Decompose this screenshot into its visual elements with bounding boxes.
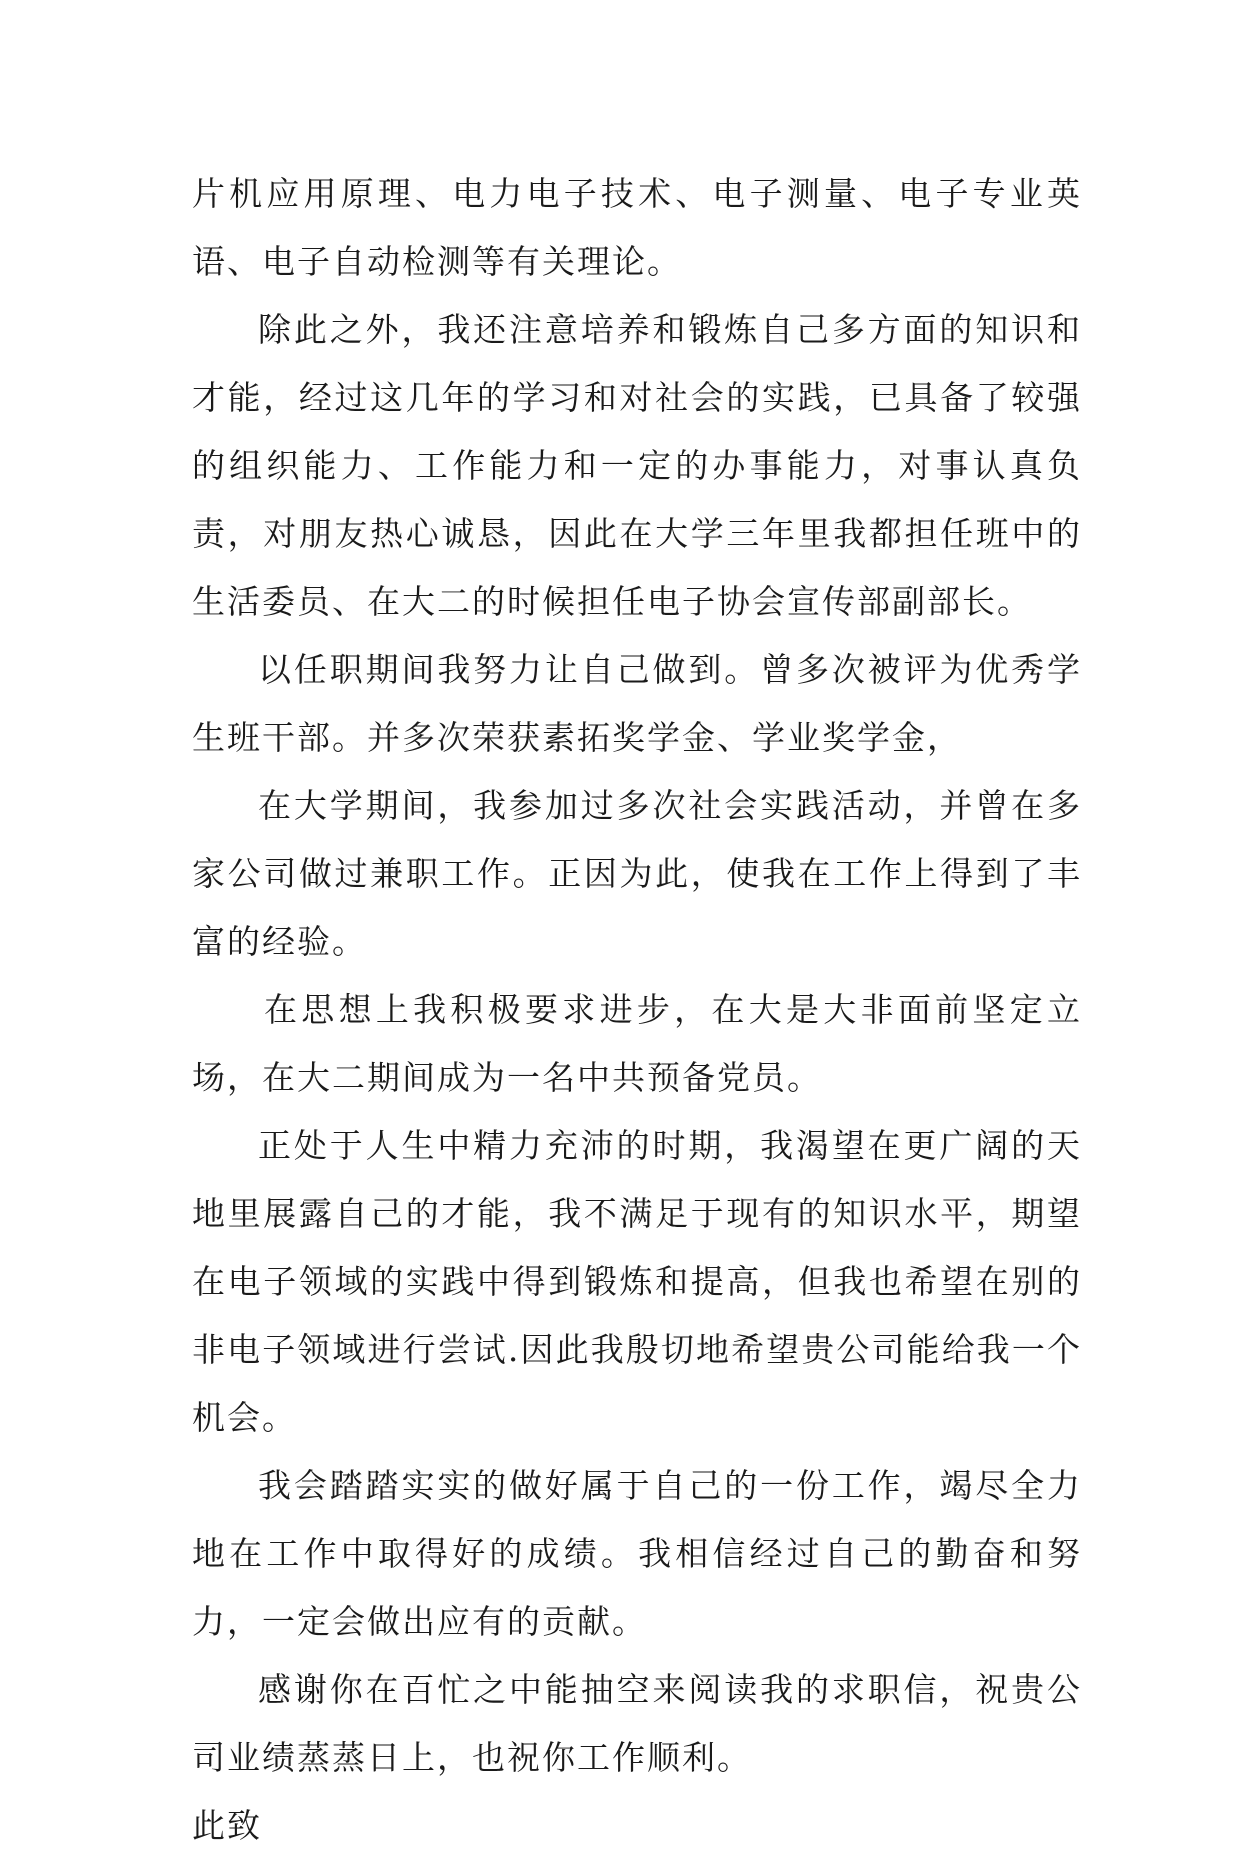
- paragraph-commitment: 我会踏踏实实的做好属于自己的一份工作，竭尽全力地在工作中取得好的成绩。我相信经过自己的勤奋和努力，一定会做出应有的贡献。: [192, 1466, 1082, 1641]
- paragraph-abilities: 除此之外，我还注意培养和锻炼自己多方面的知识和才能，经过这几年的学习和对社会的实践，已具备了较强的组织能力、工作能力和一定的办事能力，对事认真负责，对朋友热心诚恳，因此在大学三年里我都担任班中的生活委员、在大二的时候担任电子协会宣传部副部长。: [192, 310, 1082, 621]
- paragraph-aspiration: 正处于人生中精力充沛的时期，我渴望在更广阔的天地里展露自己的才能，我不满足于现有的知识水平，期望在电子领域的实践中得到锻炼和提高，但我也希望在别的非电子领域进行尝试.因此我殷切地希望贵公司能给我一个机会。: [192, 1126, 1082, 1437]
- letter-body: [192, 160, 1082, 1860]
- paragraph-practice: 在大学期间，我参加过多次社会实践活动，并曾在多家公司做过兼职工作。正因为此，使我在工作上得到了丰富的经验。: [192, 786, 1082, 961]
- paragraph-thanks: 感谢你在百忙之中能抽空来阅读我的求职信，祝贵公司业绩蒸蒸日上，也祝你工作顺利。: [192, 1670, 1082, 1777]
- paragraph-course-list: 片机应用原理、电力电子技术、电子测量、电子专业英语、电子自动检测等有关理论。: [192, 174, 1082, 281]
- paragraph-honors: 以任职期间我努力让自己做到。曾多次被评为优秀学生班干部。并多次荣获素拓奖学金、学业奖学金，: [192, 650, 1082, 757]
- paragraph-ideology: 在思想上我积极要求进步，在大是大非面前坚定立场，在大二期间成为一名中共预备党员。: [192, 990, 1082, 1097]
- paragraph-closing: 此致: [192, 1806, 262, 1845]
